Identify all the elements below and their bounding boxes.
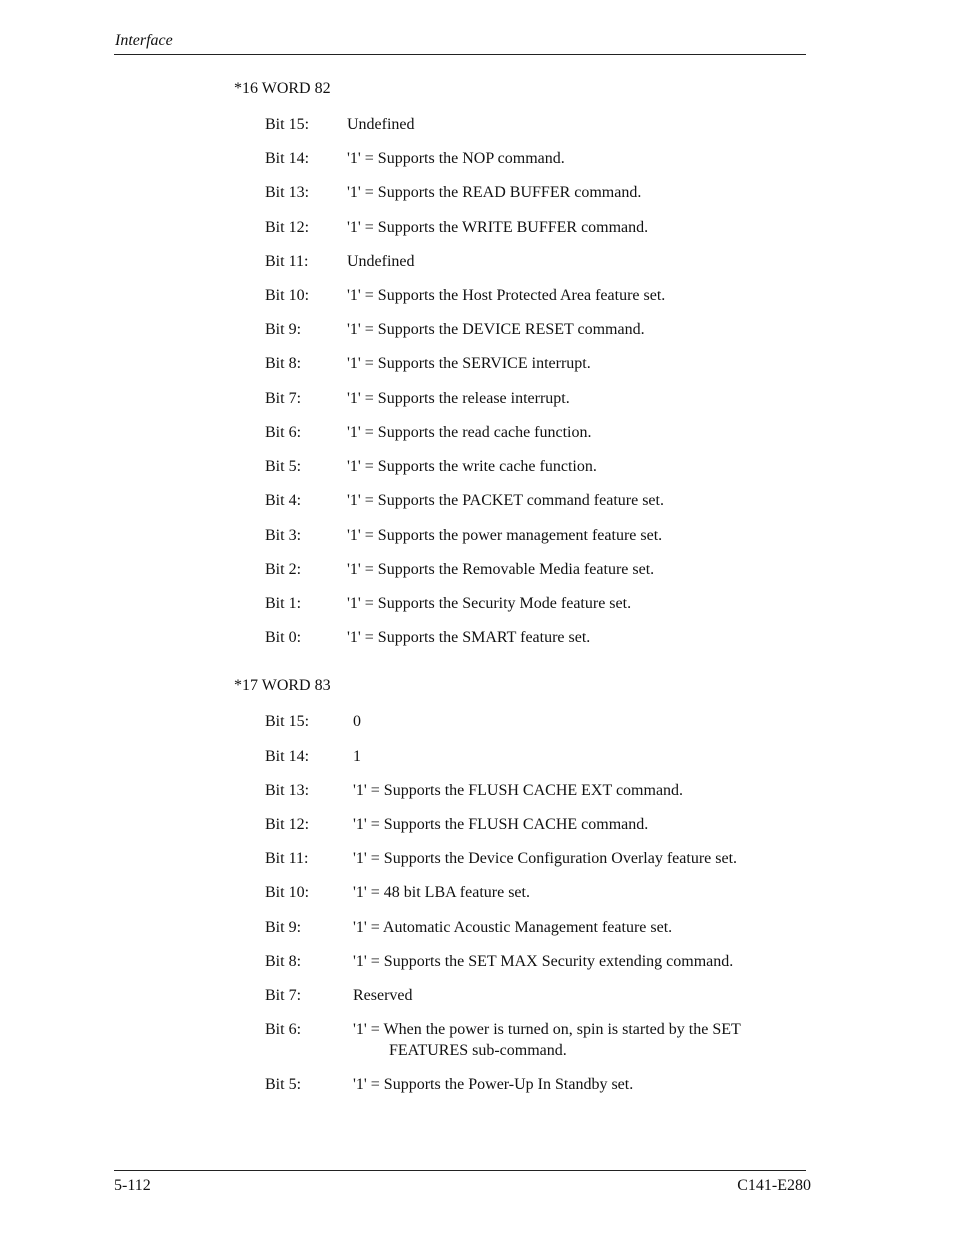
bit-description: '1' = Supports the Power-Up In Standby set. [353,1076,634,1093]
document-id: C141-E280 [737,1177,811,1194]
bit-description: '1' = Supports the write cache function. [347,458,597,475]
bit-label: Bit 15: [265,116,310,133]
bit-description: '1' = Supports the SERVICE interrupt. [347,355,591,372]
bit-label: Bit 6: [265,1021,302,1038]
bit-description: '1' = Supports the power management feature set. [347,527,663,544]
bit-label: Bit 11: [265,253,309,270]
bit-description: Reserved [353,987,413,1004]
bit-description: '1' = Supports the Host Protected Area feature set. [347,287,666,304]
bit-label: Bit 10: [265,884,310,901]
bit-label: Bit 8: [265,355,302,372]
bit-label: Bit 9: [265,321,302,338]
bit-description: '1' = Supports the Removable Media feature set. [347,561,655,578]
bit-description [353,1019,741,1061]
bit-label: Bit 7: [265,390,302,407]
page-number: 5-112 [114,1177,151,1194]
bit-label: Bit 0: [265,629,302,646]
bit-description: '1' = Supports the DEVICE RESET command. [347,321,645,338]
bit-description: '1' = Supports the NOP command. [347,150,565,167]
bit-label: Bit 14: [265,150,310,167]
header-rule [114,54,806,55]
bit-description-line: '1' = When the power is turned on, spin is started by the SET [353,1021,741,1038]
bit-description: '1' = Automatic Acoustic Management feature set. [353,919,673,936]
bit-description: 0 [353,713,361,730]
bit-description: '1' = Supports the read cache function. [347,424,592,441]
bit-description: '1' = Supports the Security Mode feature set. [347,595,632,612]
section-title-word-82: *16 WORD 82 [234,80,331,97]
footer-rule [114,1170,806,1171]
bit-description: '1' = Supports the release interrupt. [347,390,570,407]
bit-label: Bit 7: [265,987,302,1004]
bit-description: '1' = Supports the FLUSH CACHE EXT command. [353,782,684,799]
bit-description: '1' = Supports the FLUSH CACHE command. [353,816,649,833]
bit-label: Bit 4: [265,492,302,509]
bit-description: '1' = Supports the SET MAX Security extending command. [353,953,734,970]
bit-label: Bit 12: [265,816,310,833]
page-header-title: Interface [115,32,173,49]
bit-label: Bit 13: [265,782,310,799]
bit-label: Bit 9: [265,919,302,936]
bit-label: Bit 14: [265,748,310,765]
section-title-word-83: *17 WORD 83 [234,677,331,694]
bit-description: '1' = Supports the WRITE BUFFER command. [347,219,649,236]
bit-label: Bit 6: [265,424,302,441]
bit-label: Bit 5: [265,1076,302,1093]
bit-label: Bit 1: [265,595,302,612]
bit-description: '1' = Supports the PACKET command feature set. [347,492,664,509]
bit-description: '1' = 48 bit LBA feature set. [353,884,530,901]
bit-label: Bit 15: [265,713,310,730]
bit-description: Undefined [347,116,415,133]
bit-description: '1' = Supports the Device Configuration Overlay feature set. [353,850,738,867]
bit-label: Bit 5: [265,458,302,475]
bit-description: '1' = Supports the READ BUFFER command. [347,184,642,201]
bit-description-continuation: FEATURES sub-command. [389,1042,567,1059]
bit-description: Undefined [347,253,415,270]
bit-label: Bit 2: [265,561,302,578]
bit-label: Bit 12: [265,219,310,236]
bit-label: Bit 11: [265,850,309,867]
bit-description: '1' = Supports the SMART feature set. [347,629,591,646]
bit-description: 1 [353,748,361,765]
bit-label: Bit 10: [265,287,310,304]
bit-label: Bit 8: [265,953,302,970]
bit-label: Bit 13: [265,184,310,201]
bit-label: Bit 3: [265,527,302,544]
